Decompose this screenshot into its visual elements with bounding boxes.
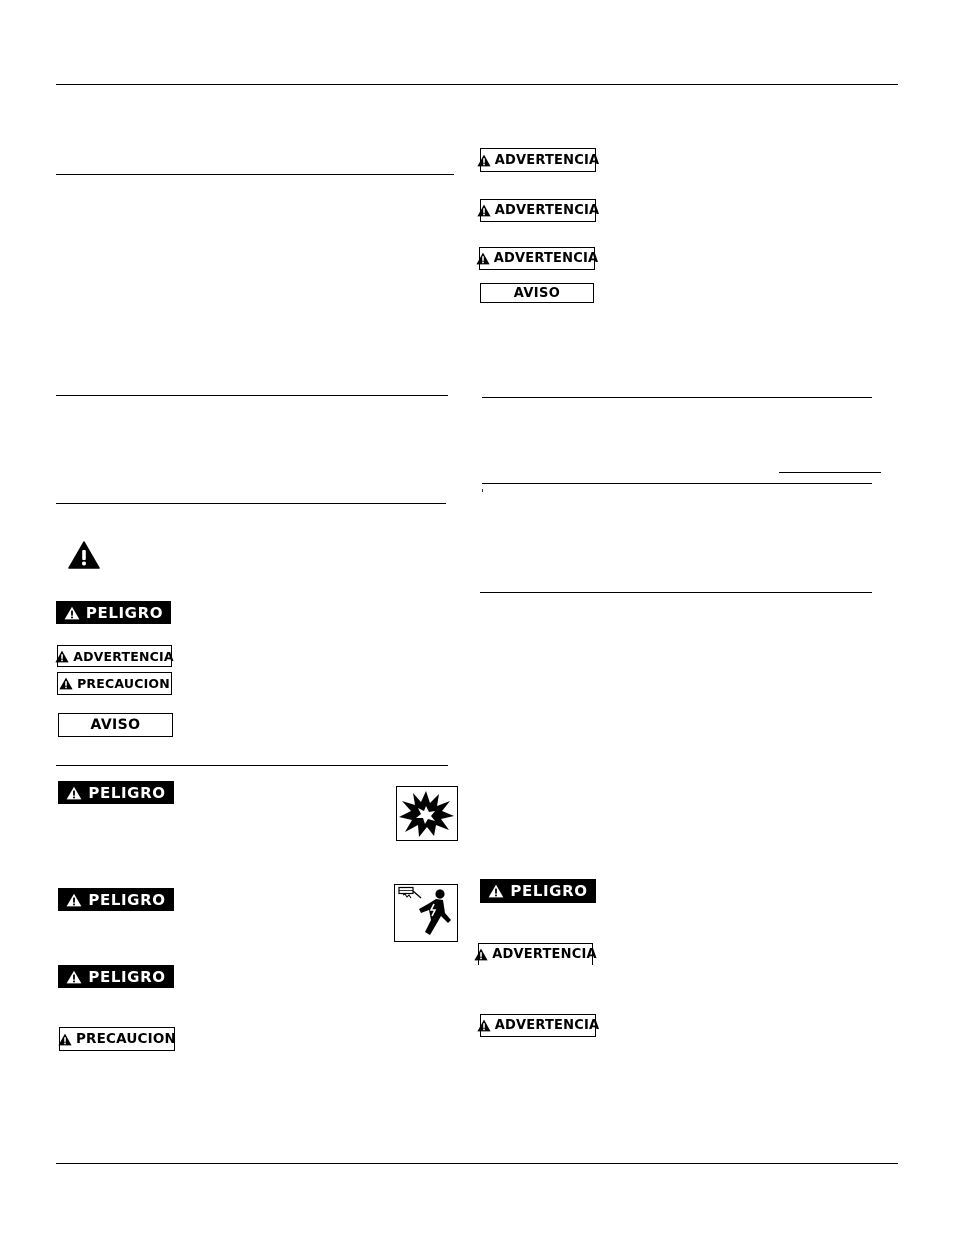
label-text: ADVERTENCIA (493, 251, 599, 266)
aviso-label-right (480, 283, 594, 303)
peligro-label-right (480, 879, 596, 903)
left-section-rule-2 (56, 395, 448, 396)
label-text: PELIGRO (88, 783, 166, 802)
alert-triangle-icon (477, 204, 491, 217)
label-text: PELIGRO (88, 890, 166, 909)
peligro-label-electric (58, 888, 174, 911)
alert-triangle-icon (66, 786, 82, 800)
peligro-label-explosion (58, 781, 174, 804)
alert-triangle-icon (476, 252, 490, 265)
label-text: ADVERTENCIA (492, 947, 597, 962)
right-section-rule-3 (480, 592, 872, 593)
peligro-label-legend (56, 601, 171, 624)
label-text: PELIGRO (85, 603, 164, 622)
left-section-rule-3 (56, 503, 446, 504)
electric-shock-hazard-icon (395, 885, 456, 940)
advertencia-label-right-2 (480, 199, 600, 222)
label-text: ADVERTENCIA (73, 648, 174, 664)
label-text: ADVERTENCIA (494, 1018, 600, 1033)
right-stray-mark (482, 489, 484, 492)
advertencia-label-legend (57, 645, 172, 667)
label-text: ADVERTENCIA (494, 152, 600, 168)
alert-triangle-icon (66, 893, 82, 907)
precaucion-label-legend (57, 672, 172, 695)
advertencia-label-right-3 (479, 247, 599, 270)
header-rule (56, 84, 898, 85)
advertencia-label-right-4 (478, 943, 597, 965)
label-text: PRECAUCION (77, 676, 170, 691)
right-section-rule-2 (482, 483, 872, 484)
left-section-rule-4 (56, 765, 448, 766)
label-text: AVISO (513, 285, 561, 301)
label-text: PELIGRO (510, 882, 588, 900)
safety-alert-triangle-icon (68, 541, 100, 569)
explosion-pictogram (396, 786, 458, 841)
alert-triangle-icon (55, 650, 69, 663)
aviso-label-legend (58, 713, 173, 737)
left-section-rule-1 (56, 174, 454, 175)
label-text: ADVERTENCIA (494, 203, 600, 218)
right-underline-segment (779, 472, 881, 473)
safety-alert-symbol (68, 541, 100, 569)
alert-triangle-icon (58, 1033, 72, 1046)
alert-triangle-icon (64, 606, 80, 620)
label-text: PELIGRO (88, 967, 166, 986)
label-text: PRECAUCION (75, 1031, 177, 1047)
alert-triangle-icon (488, 884, 504, 898)
right-section-rule-1 (482, 397, 872, 398)
alert-triangle-icon (59, 677, 73, 690)
alert-triangle-icon (477, 154, 491, 167)
alert-triangle-icon (477, 1019, 491, 1032)
alert-triangle-icon (66, 970, 82, 984)
advertencia-label-right-5 (480, 1014, 600, 1037)
label-text: AVISO (90, 717, 141, 733)
peligro-label-third (58, 965, 174, 988)
explosion-hazard-icon (397, 787, 456, 839)
advertencia-label-right-1 (480, 148, 600, 172)
footer-rule (56, 1163, 898, 1164)
alert-triangle-icon (474, 948, 488, 961)
precaucion-label-lower (59, 1027, 175, 1051)
electric-shock-pictogram (394, 884, 458, 942)
